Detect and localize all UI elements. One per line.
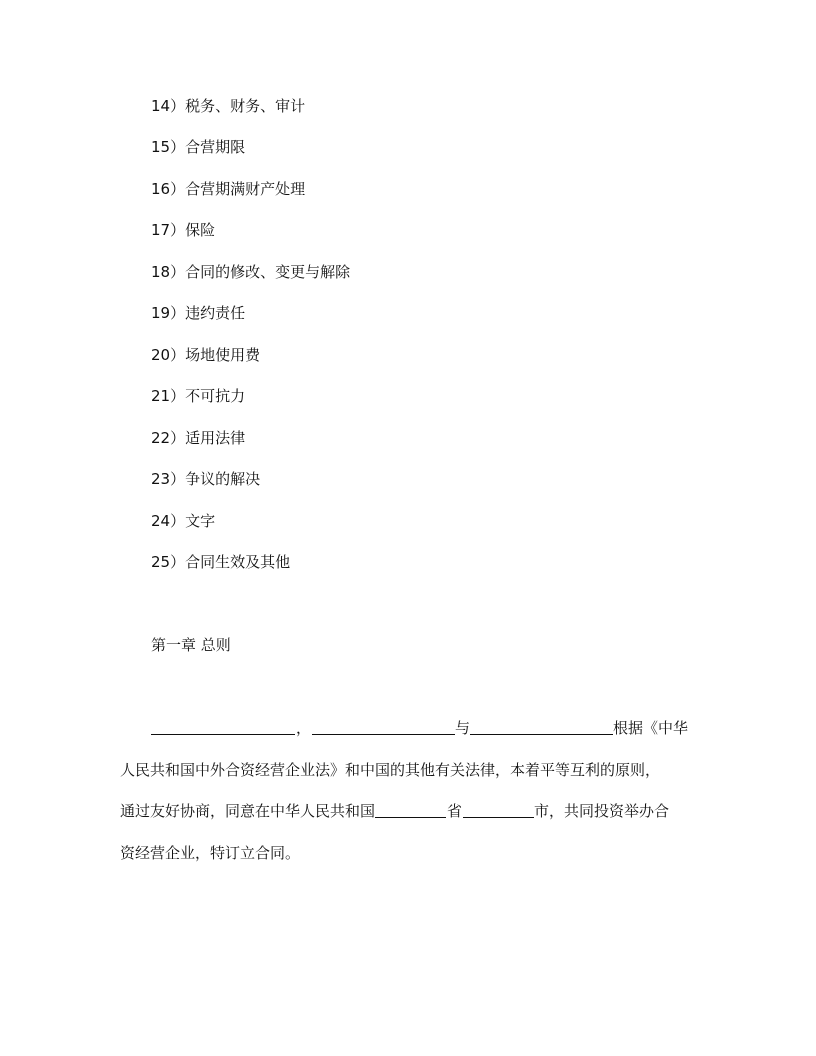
and-separator: 与 [455,719,471,737]
party-b-blank [312,718,455,735]
toc-item-22: 22）适用法律 [151,429,246,447]
province-label: 省 [447,802,463,820]
toc-item-25: 25）合同生效及其他 [151,553,291,571]
preamble-line-1 [120,718,696,738]
preamble-line-3-tail: 市，共同投资举办合 [534,802,670,820]
chapter-title: 第一章 总则 [151,636,231,654]
toc-item-14: 14）税务、财务、审计 [151,97,306,115]
party-c-blank [470,718,613,735]
toc-item-19: 19）违约责任 [151,304,246,322]
preamble-line-4: 资经营企业，特订立合同。 [120,844,301,862]
province-blank [375,801,446,818]
preamble-line-1-tail: 根据《中华 [613,719,689,737]
toc-item-17: 17）保险 [151,221,216,239]
toc-item-15: 15）合营期限 [151,138,246,156]
toc-item-21: 21）不可抗力 [151,387,246,405]
city-blank [463,801,534,818]
preamble-line-3-head: 通过友好协商，同意在中华人民共和国 [120,802,376,820]
toc-item-18: 18）合同的修改、变更与解除 [151,263,351,281]
toc-item-23: 23）争议的解决 [151,470,261,488]
toc-item-24: 24）文字 [151,512,216,530]
toc-item-20: 20）场地使用费 [151,346,261,364]
toc-item-16: 16）合营期满财产处理 [151,180,306,198]
preamble-line-3 [120,801,696,821]
preamble-line-2: 人民共和国中外合资经营企业法》和中国的其他有关法律，本着平等互利的原则， [120,761,661,779]
comma-separator: ， [295,719,311,737]
party-a-blank [151,718,295,735]
